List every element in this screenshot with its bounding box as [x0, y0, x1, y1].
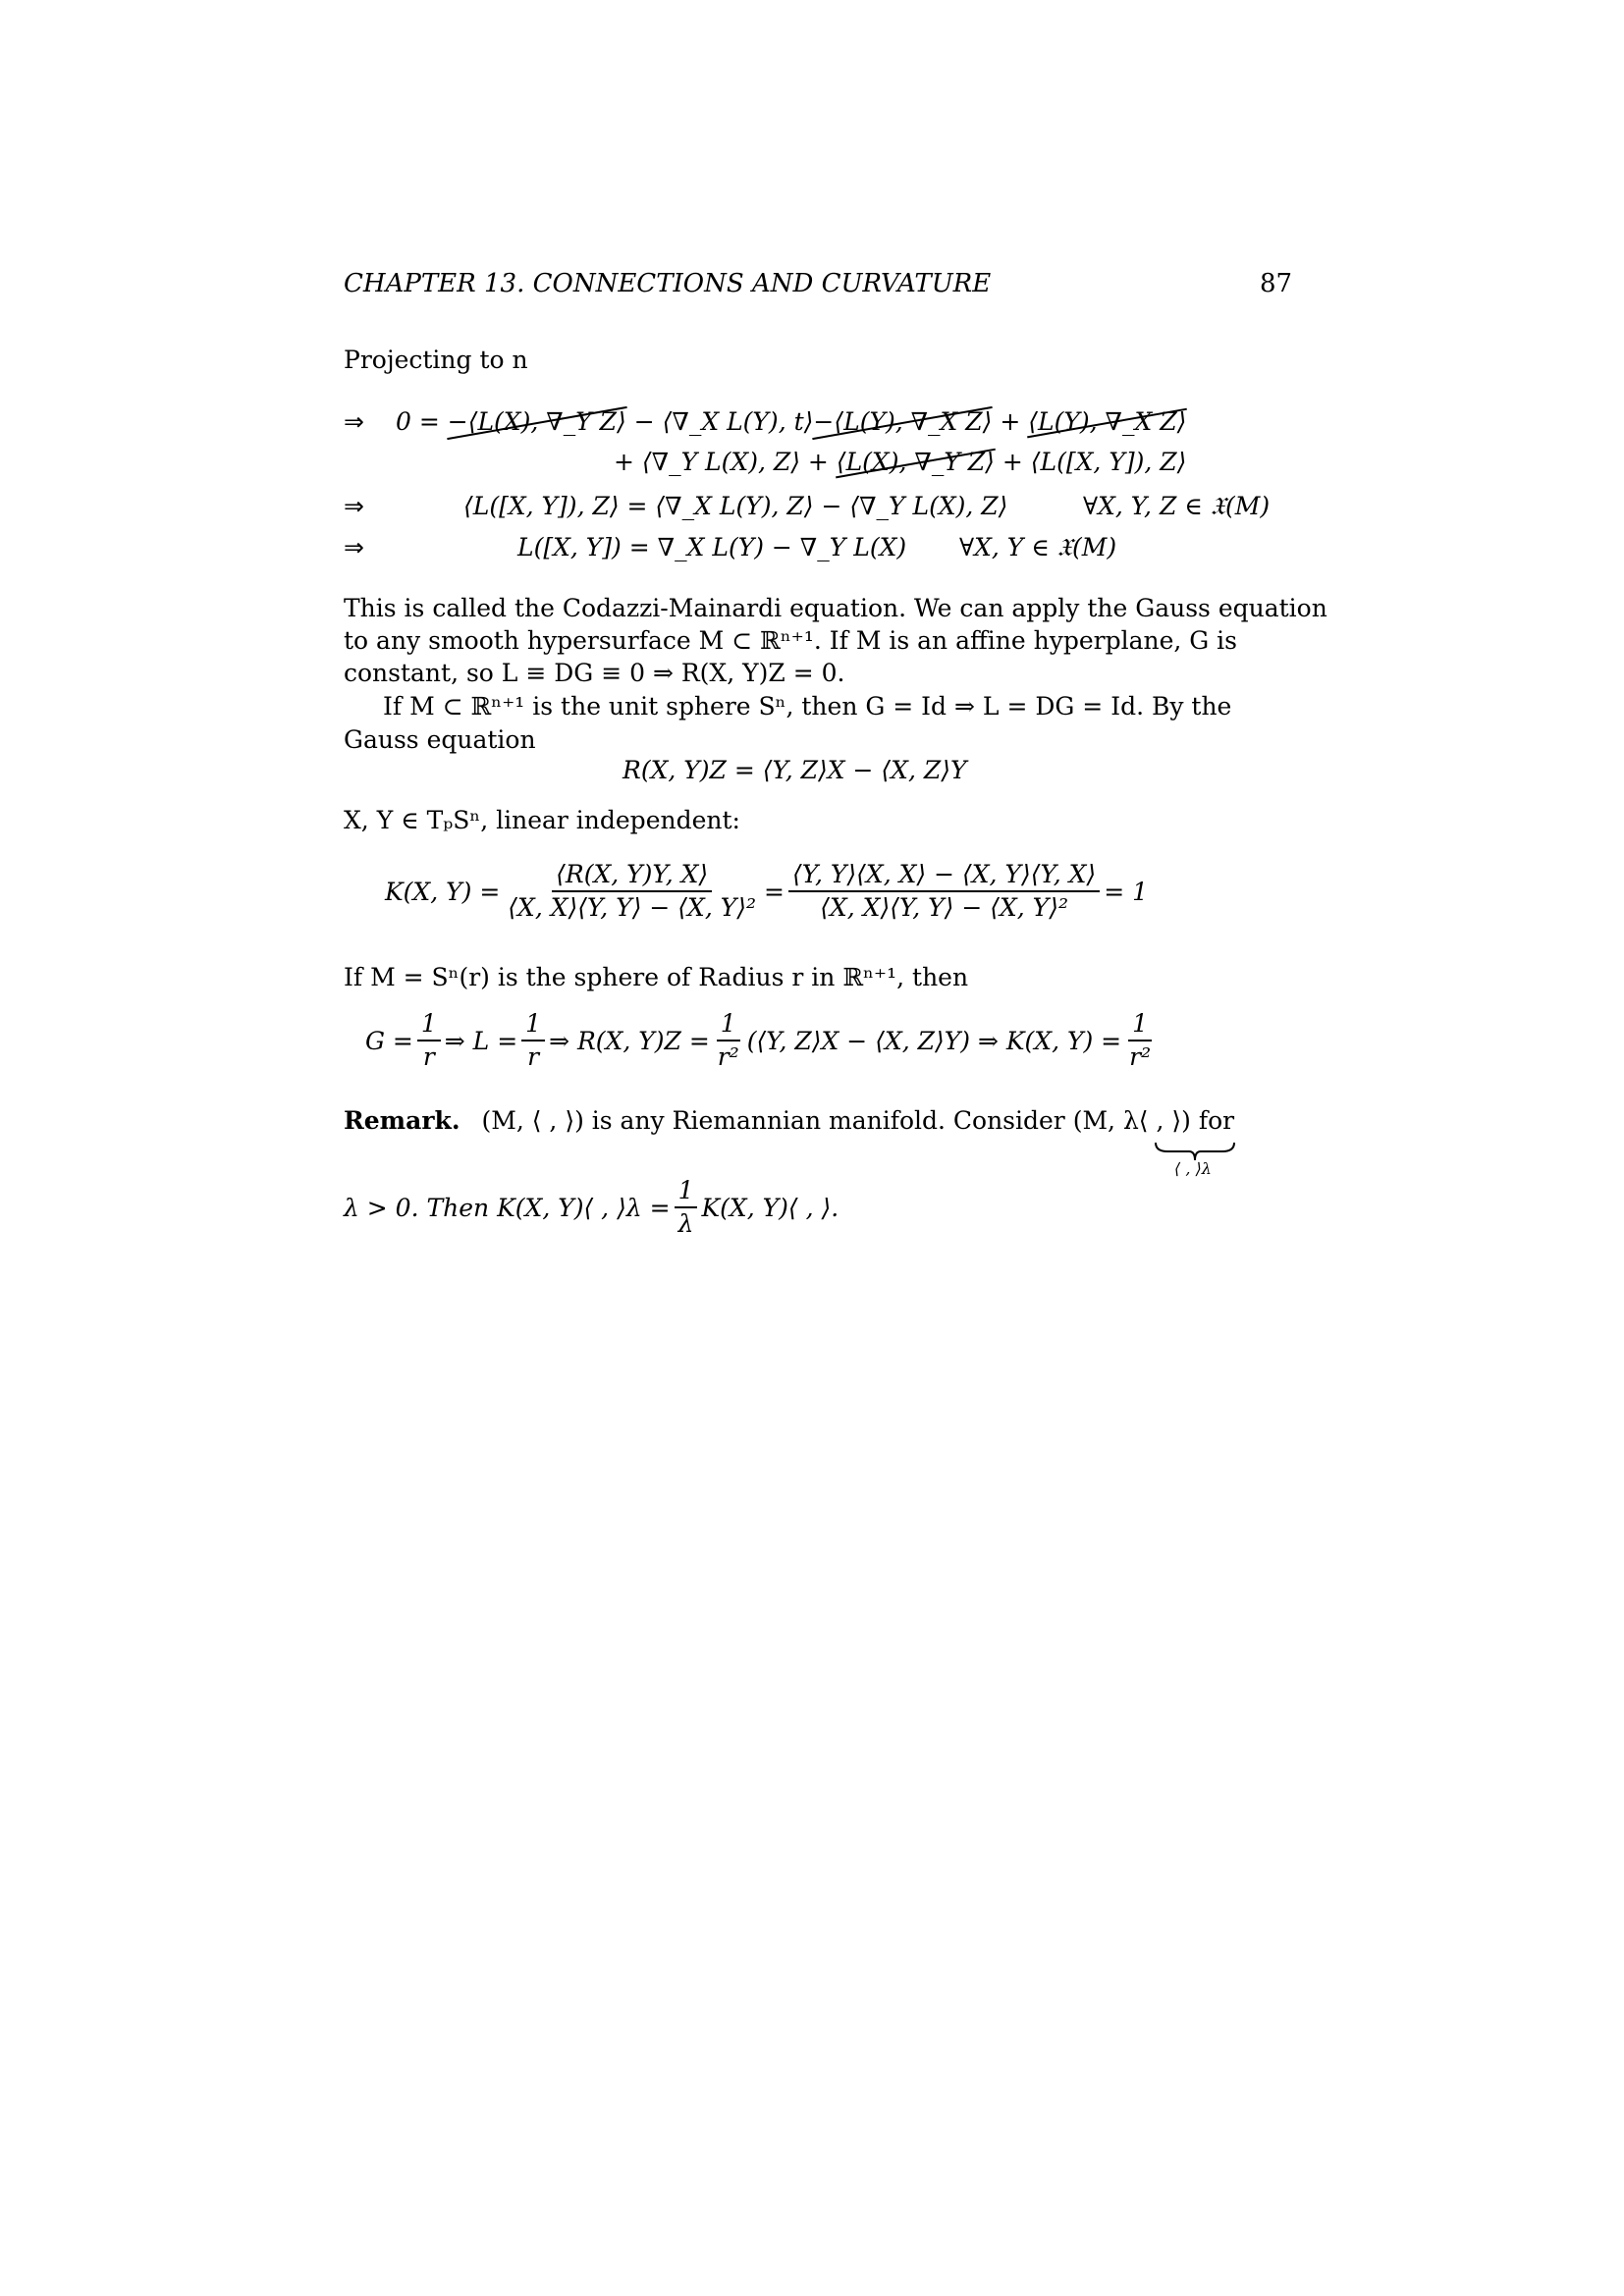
- lambda-post: K(X, Y)⟨ , ⟩.: [701, 1193, 839, 1222]
- cancelled-term: ⟨L(Y), ∇_X Z⟩: [1028, 407, 1187, 436]
- fraction-denominator: r²: [717, 1042, 739, 1072]
- fraction: [788, 862, 1100, 922]
- equals: =: [764, 877, 785, 906]
- gauss-equation: R(X, Y)Z = ⟨Y, Z⟩X − ⟨X, Z⟩Y: [623, 756, 967, 784]
- fraction-denominator: r: [422, 1042, 435, 1072]
- fraction-denominator: r: [527, 1042, 540, 1072]
- fraction-denominator: ⟨X, X⟩⟨Y, Y⟩ − ⟨X, Y⟩²: [820, 893, 1068, 923]
- fraction: [417, 1011, 441, 1071]
- eq1b-pre: + ⟨∇_Y L(X), Z⟩ +: [614, 448, 837, 476]
- implies-arrow: ⇒: [344, 407, 364, 436]
- fraction: [521, 1011, 545, 1071]
- k-result: = 1: [1104, 877, 1149, 906]
- remark-line: [344, 1108, 1234, 1133]
- fraction: [714, 1011, 743, 1071]
- linear-independent-line: X, Y ∈ TₚSⁿ, linear independent:: [344, 806, 740, 834]
- fraction-numerator: 1: [675, 1178, 698, 1208]
- cancelled-term: −⟨L(X), ∇_Y Z⟩: [447, 407, 626, 436]
- fraction-denominator: r²: [1129, 1042, 1152, 1072]
- remark-label: Remark.: [344, 1106, 460, 1135]
- lambda-line: [344, 1178, 839, 1238]
- fraction-numerator: 1: [717, 1011, 740, 1041]
- cancelled-term: −⟨L(Y), ∇_X Z⟩: [813, 407, 993, 436]
- paragraph-line: to any smooth hypersurface M ⊂ ℝⁿ⁺¹. If M is an affine hyperplane, G is: [344, 626, 1238, 655]
- implies-arrow: ⇒: [344, 533, 364, 561]
- r-tail: (⟨Y, Z⟩X − ⟨X, Z⟩Y) ⇒ K(X, Y) =: [746, 1026, 1122, 1055]
- equation-1b: [614, 450, 1186, 474]
- fraction-denominator: ⟨X, X⟩⟨Y, Y⟩ − ⟨X, Y⟩²: [508, 893, 757, 923]
- eq1a-plus: +: [992, 407, 1029, 436]
- sphere-curvature-equation: [365, 1011, 1159, 1071]
- remark-text: (M, ⟨ , ⟩) is any Riemannian manifold. Consider (M, λ⟨ , ⟩) for: [481, 1106, 1235, 1135]
- fraction-numerator: 1: [417, 1011, 441, 1041]
- fraction-numerator: 1: [521, 1011, 545, 1041]
- g-part: G =: [365, 1026, 413, 1055]
- paragraph-line: This is called the Codazzi-Mainardi equation. We can apply the Gauss equation: [344, 594, 1327, 622]
- paragraph-line: Gauss equation: [344, 725, 536, 754]
- r-part: ⇒ R(X, Y)Z =: [549, 1026, 710, 1055]
- paragraph-line: constant, so L ≡ DG ≡ 0 ⇒ R(X, Y)Z = 0.: [344, 659, 845, 687]
- equation-1a: [396, 409, 1186, 434]
- eq1b-post: + ⟨L([X, Y]), Z⟩: [994, 448, 1187, 476]
- brace-label: ⟨ , ⟩λ: [1174, 1159, 1212, 1178]
- fraction-numerator: ⟨Y, Y⟩⟨X, X⟩ − ⟨X, Y⟩⟨Y, X⟩: [788, 862, 1100, 892]
- implies-arrow: ⇒: [344, 492, 364, 520]
- curvature-equation: [385, 862, 1148, 922]
- cancelled-term: ⟨L(X), ∇_Y Z⟩: [836, 448, 995, 476]
- sphere-radius-line: If M = Sⁿ(r) is the sphere of Radius r in ℝⁿ⁺¹, then: [344, 963, 969, 991]
- fraction-numerator: 1: [1128, 1011, 1152, 1041]
- running-header: CHAPTER 13. CONNECTIONS AND CURVATURE: [344, 269, 992, 298]
- equation-2-quantifier: ∀X, Y, Z ∈ 𝔛(M): [1083, 492, 1271, 520]
- equation-2: ⟨L([X, Y]), Z⟩ = ⟨∇_X L(Y), Z⟩ − ⟨∇_Y L(X), Z⟩: [463, 492, 1008, 520]
- page-number: 87: [1260, 269, 1293, 298]
- projecting-line: Projecting to n: [344, 346, 528, 374]
- l-part: ⇒ L =: [444, 1026, 518, 1055]
- fraction: [504, 862, 760, 922]
- paragraph-line: If M ⊂ ℝⁿ⁺¹ is the unit sphere Sⁿ, then G = Id ⇒ L = DG = Id. By the: [383, 692, 1232, 721]
- fraction: [1125, 1011, 1155, 1071]
- equation-3-quantifier: ∀X, Y ∈ 𝔛(M): [959, 533, 1117, 561]
- equation-3: L([X, Y]) = ∇_X L(Y) − ∇_Y L(X): [517, 533, 907, 561]
- fraction: [675, 1178, 698, 1238]
- lambda-pre: λ > 0. Then K(X, Y)⟨ , ⟩λ =: [344, 1193, 671, 1222]
- k-lhs: K(X, Y) =: [385, 877, 501, 906]
- fraction-denominator: λ: [677, 1209, 694, 1239]
- eq1a-pre: 0 =: [396, 407, 448, 436]
- fraction-numerator: ⟨R(X, Y)Y, X⟩: [552, 862, 712, 892]
- eq1a-mid: − ⟨∇_X L(Y), t⟩: [625, 407, 814, 436]
